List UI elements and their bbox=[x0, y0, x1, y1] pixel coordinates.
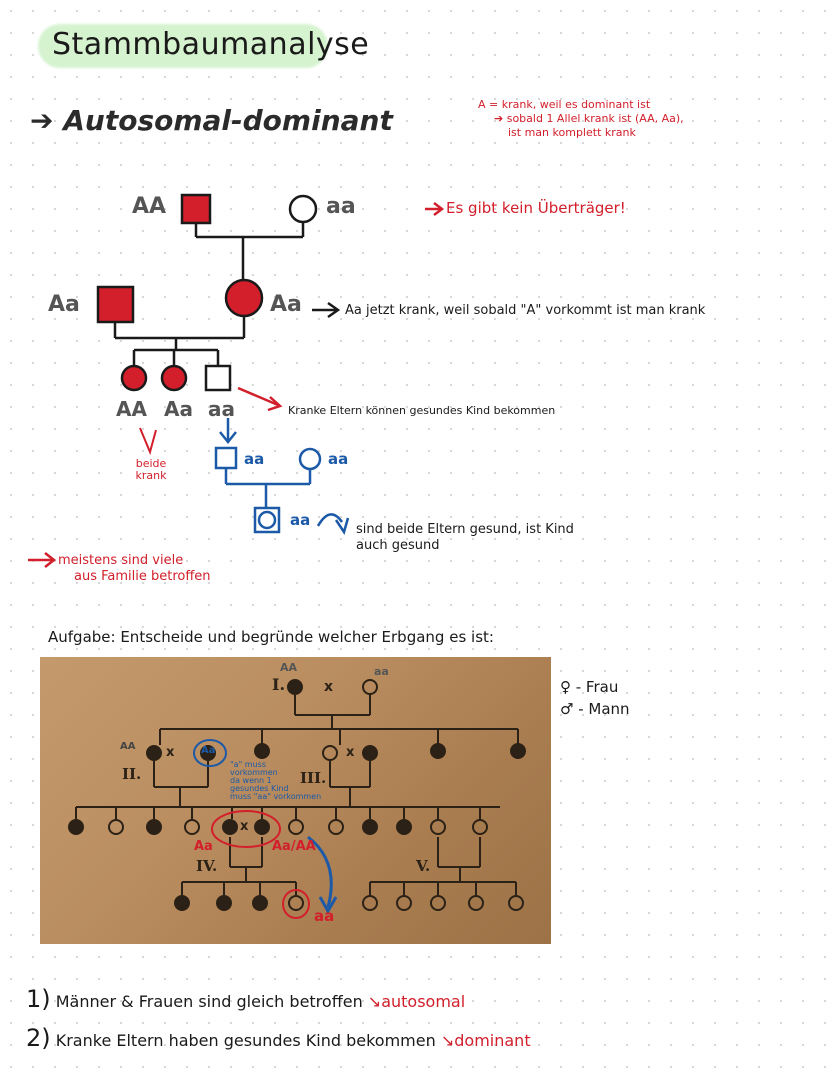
photo-gen1-female bbox=[363, 680, 377, 694]
ann-circle-Aa: Aa bbox=[201, 745, 216, 756]
child2-genotype: Aa bbox=[164, 397, 193, 421]
blue-male-genotype: aa bbox=[244, 450, 265, 468]
gen1-male-affected bbox=[182, 195, 210, 223]
healthy-parents-line-2: auch gesund bbox=[356, 538, 440, 553]
gen2-male-affected bbox=[98, 287, 133, 322]
conclusion-1-result: autosomal bbox=[381, 992, 466, 1011]
conclusion-2 bbox=[26, 1024, 531, 1052]
conclusion-2-text: Kranke Eltern haben gesundes Kind bekommen bbox=[55, 1031, 436, 1050]
conclusion-1-number: 1) bbox=[26, 985, 51, 1013]
gen-label-V: V. bbox=[416, 857, 431, 875]
gen-label-I: I. bbox=[272, 675, 286, 694]
child1-genotype: AA bbox=[116, 397, 147, 421]
ann-aa-bottom: aa bbox=[314, 907, 335, 925]
conclusion-1 bbox=[26, 985, 465, 1013]
blue-female-healthy bbox=[300, 449, 320, 469]
ann-Aa-red: Aa bbox=[194, 839, 213, 854]
conclusion-2-result: dominant bbox=[454, 1031, 531, 1050]
arrow-down-right-icon: ↘ bbox=[367, 992, 382, 1011]
cross-symbol: x bbox=[240, 819, 249, 834]
photo-gen1-male bbox=[288, 680, 302, 694]
blue-male-healthy bbox=[216, 448, 236, 468]
family-note bbox=[58, 553, 211, 585]
arrow-down-right-icon: ↘ bbox=[440, 1031, 455, 1050]
ann-gen1-aa: aa bbox=[374, 665, 389, 678]
cross-symbol: x bbox=[324, 679, 334, 695]
child3-male-healthy bbox=[206, 366, 230, 390]
arrow-right-icon: ➔ bbox=[30, 104, 64, 137]
task-label: Aufgabe: Entscheide und begründe welcher Erbgang es ist: bbox=[48, 628, 494, 646]
blue-female-genotype: aa bbox=[328, 450, 349, 468]
family-line-2: aus Familie betroffen bbox=[74, 569, 211, 584]
blue-child-genotype: aa bbox=[290, 511, 311, 529]
child2-female-affected bbox=[162, 366, 186, 390]
arrow-right-icon: ➔ bbox=[494, 112, 504, 125]
cross-symbol: x bbox=[166, 745, 175, 760]
both-sick-note: beide krank bbox=[135, 457, 167, 482]
definition-line-1: A = krank, weil es dominant ist bbox=[478, 98, 651, 111]
gen1-female-genotype: aa bbox=[326, 194, 356, 219]
legend-female: ♀ - Frau bbox=[560, 678, 619, 696]
cross-symbol: x bbox=[346, 745, 355, 760]
subtitle-text: Autosomal-dominant bbox=[63, 104, 393, 137]
child3-genotype: aa bbox=[208, 397, 235, 421]
family-line-1: meistens sind viele bbox=[58, 553, 184, 568]
definition-line-2: ➔ sobald 1 Allel krank ist (AA, Aa), bbox=[494, 112, 684, 125]
definition-line-3: ist man komplett krank bbox=[508, 126, 636, 139]
child1-female-affected bbox=[122, 366, 146, 390]
ann-AaAA-red: Aa/AA bbox=[272, 839, 316, 854]
gen-label-IV: IV. bbox=[196, 857, 218, 875]
gen-label-III: III. bbox=[300, 769, 327, 787]
photo-gen2-male bbox=[147, 746, 161, 760]
healthy-parents-line-1: sind beide Eltern gesund, ist Kind bbox=[356, 522, 574, 537]
ann-gen2-AA: AA bbox=[120, 741, 136, 752]
conclusion-2-number: 2) bbox=[26, 1024, 51, 1052]
gen2-female-genotype: Aa bbox=[270, 292, 302, 317]
gen-label-II: II. bbox=[122, 765, 142, 783]
conclusion-1-text: Männer & Frauen sind gleich betroffen bbox=[55, 992, 363, 1011]
aa-sick-note: Aa jetzt krank, weil sobald "A" vorkommt ist man krank bbox=[345, 303, 706, 318]
blue-must-note: "a" muss vorkommen da wenn 1 gesundes Kind muss "aa" vorkommen bbox=[230, 760, 322, 801]
no-carrier-note: Es gibt kein Überträger! bbox=[446, 199, 626, 217]
gen1-male-genotype: AA bbox=[132, 194, 167, 219]
gen1-female-healthy bbox=[290, 196, 316, 222]
page-title: Stammbaumanalyse bbox=[52, 27, 370, 62]
legend bbox=[560, 676, 630, 720]
gen2-female-affected bbox=[226, 280, 262, 316]
gen2-male-genotype: Aa bbox=[48, 292, 80, 317]
task-pedigree-photo bbox=[40, 657, 551, 944]
ann-gen1-AA: AA bbox=[280, 661, 298, 674]
legend-male: ♂ - Mann bbox=[560, 700, 630, 718]
sick-parents-note: Kranke Eltern können gesundes Kind bekommen bbox=[288, 404, 556, 417]
healthy-parents-note bbox=[356, 522, 574, 554]
